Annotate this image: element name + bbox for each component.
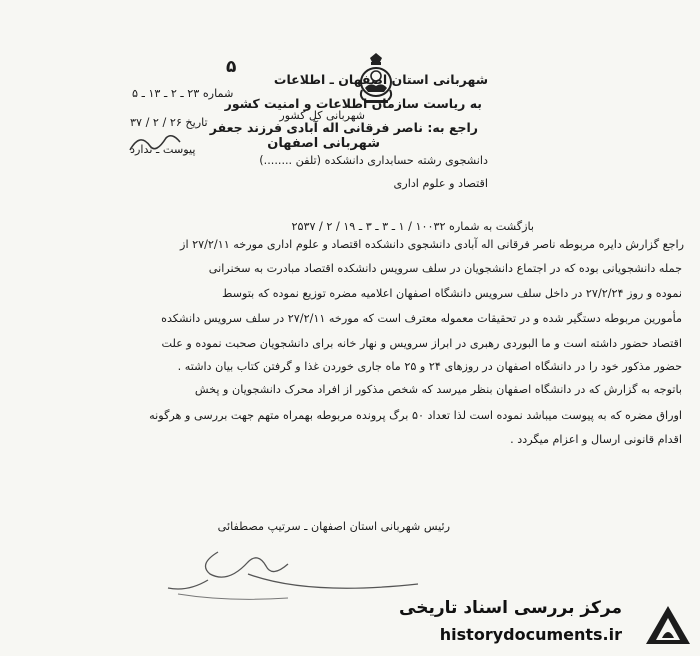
body-line-1: راجع گزارش دایره مربوطه ناصر فرقانی اله آبادی دانشجوی دانشکده اقتصاد و علوم اداری مورخه ۲۷/۲/۱۱ از — [180, 238, 684, 251]
letter-number: شماره ۲۳ ـ ۲ ـ ۱۳ ـ ۵ — [132, 87, 234, 100]
header-line-4: راجع به: ناصر فرقانی اله آبادی فرزند جعفر — [209, 120, 478, 135]
watermark-url: historydocuments.ir — [439, 625, 622, 644]
signature-line: رئیس شهربانی استان اصفهان ـ سرتیپ مصطفائی — [217, 520, 450, 533]
header-line-1: شهربانی استان اصفهان ـ اطلاعات — [273, 72, 488, 87]
letter-attachment: پیوست ـ ندارد — [130, 143, 196, 156]
header-line-3: شهربانی کل کشور — [279, 109, 365, 122]
body-line-8: اوراق مضره که به پیوست میباشد نموده است لذا تعداد ۵۰ برگ پرونده مربوطه بهمراه متهم جهت بررسی و هرگونه — [149, 409, 682, 422]
page-mark: ۵ — [226, 57, 237, 77]
org-name: شهربانی اصفهان — [267, 136, 380, 151]
body-line-4: مأمورین مربوطه دستگیر شده و در تحقیقات معموله معترف است که مورخه ۲۷/۲/۱۱ در سلف سرویس دانشکده — [161, 312, 682, 325]
body-line-7: باتوجه به گزارش که در دانشگاه اصفهان بنظر میرسد که شخص مذکور از افراد محرک دانشجویان و پخش — [194, 383, 682, 396]
reference-line: بازگشت به شماره ۱۰۰۳۲ / ۱ ـ ۳ ـ ۳ ـ ۱۹ / ۲ / ۲۵۳۷ — [291, 220, 534, 233]
watermark-title: مرکز بررسی اسناد تاریخی — [399, 598, 622, 618]
archive-logo-icon — [640, 596, 696, 652]
body-line-2: جمله دانشجویانی بوده که در اجتماع دانشجویان در سلف سرویس دانشکده اقتصاد مبادرت به سخنرانی — [208, 262, 682, 275]
letter-date: تاریخ ۲۶ / ۲ / ۳۷ — [130, 116, 208, 129]
handwritten-initial — [120, 128, 190, 158]
body-line-5: اقتصاد حضور داشته است و ما البوردی رهبری در ابراز سرویس و نهار خانه برای دانشجویان صحبت نموده و علت — [161, 337, 682, 350]
header-line-2: به ریاست سازمان اطلاعات و امنیت کشور — [224, 96, 482, 111]
body-line-3: نموده و روز ۲۷/۲/۲۴ در داخل سلف سرویس دانشگاه اصفهان اعلامیه مضره توزیع نموده که بتوسط — [222, 287, 682, 300]
subject-line-1: دانشجوی رشته حسابداری دانشکده (تلفن ........) — [259, 154, 488, 167]
body-line-9: اقدام قانونی ارسال و اعزام میگردد . — [510, 433, 682, 446]
handwritten-signature — [148, 544, 428, 604]
body-line-6: حضور مذکور خود را در دانشگاه اصفهان در روزهای ۲۴ و ۲۵ ماه جاری خوردن غذا و گرفتن کتاب بیان داشته . — [177, 360, 682, 373]
subject-line-2: اقتصاد و علوم اداری — [393, 177, 488, 190]
